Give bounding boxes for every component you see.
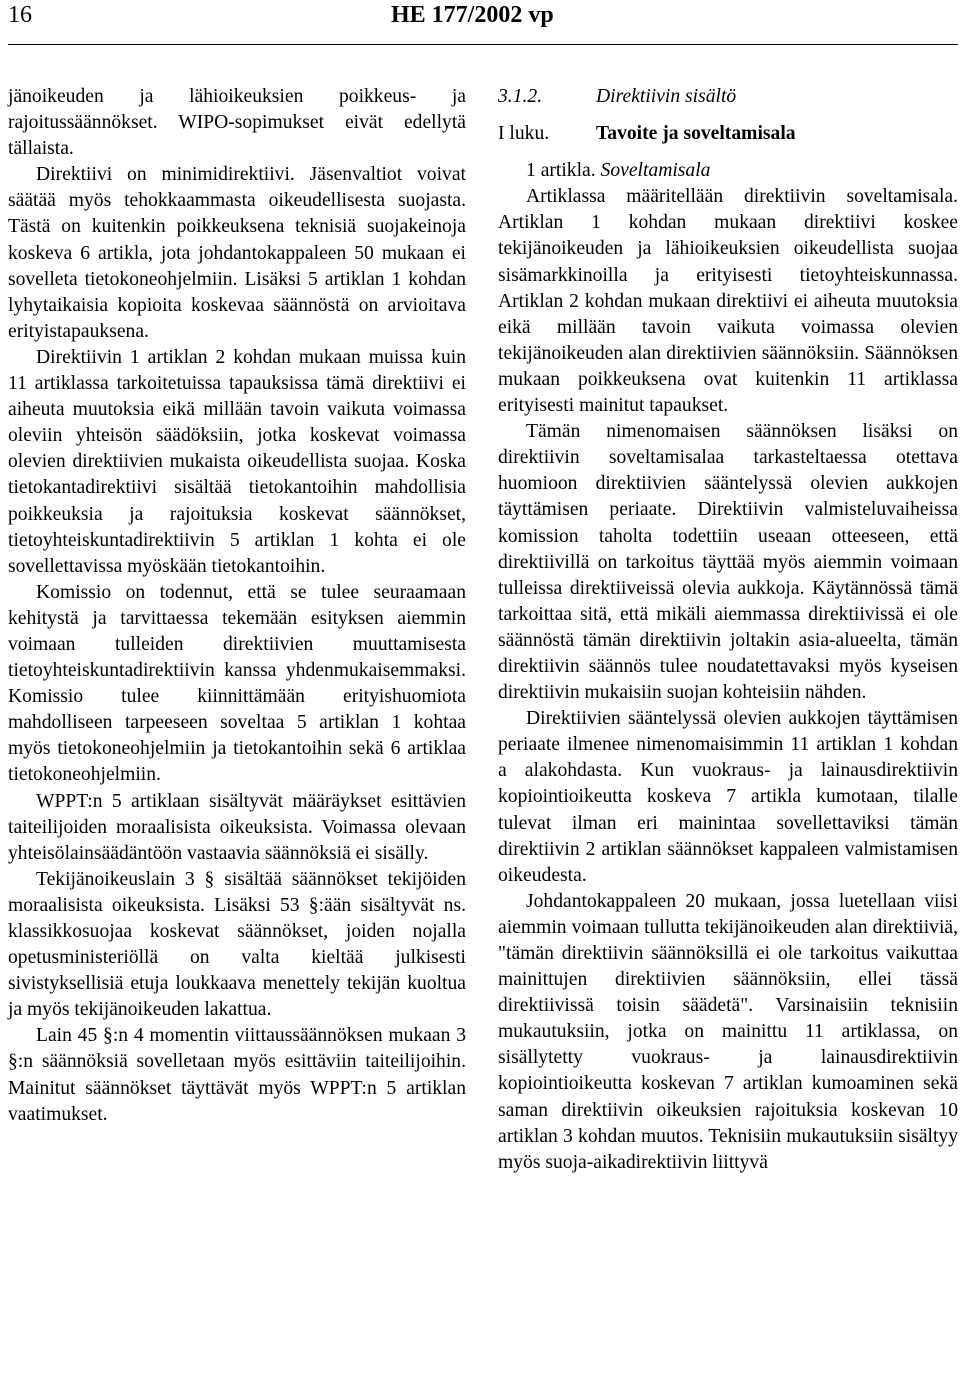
paragraph: Johdantokappaleen 20 mukaan, jossa luetellaan viisi aiemmin voimaan tullutta tekijänoikeuden alan direktiiviä, "tämän direktiivin säännöksillä ei ole tarkoitus vaikuttaa mainittujen direktiivien säännöksiin, ellei tässä direktiivissä toisin säädetä". Varsinaisiin teknisiin mukautuksiin, jotka on mainittu 11 artiklassa, on sisällytetty vuokraus- ja lainausdirektiivin kopiointioikeutta koskevan 7 artiklan kumoaminen sekä saman direktiivin oikeuksien rajoituksia koskevan 10 artiklan 3 kohdan muutos. Teknisiin mukautuksiin sisältyy myös suoja-aikadirektiivin liittyvä [498, 890, 958, 1173]
paragraph: Direktiivien sääntelyssä olevien aukkojen täyttämisen periaate ilmenee nimenomaisimmin 11 artiklan 1 kohdan a alakohdasta. Kun vuokraus- ja lainausdirektiivin kopiointioikeutta koskeva 7 artikla kumotaan, tilalle tulevat ilman eri mainintaa sovellettaviksi tämän direktiivin 2 artiklan säännökset kappaleen valmistamisen oikeudesta. [498, 708, 958, 886]
section-title: Direktiivin sisältö [596, 86, 737, 107]
left-column [8, 84, 466, 1128]
paragraph: Tämän nimenomaisen säännöksen lisäksi on direktiivin soveltamisalaa tarkasteltaessa otettava huomioon direktiivien sääntelyssä olevien aukkojen täyttämisen periaate. Direktiivin valmisteluvaiheissa komission taholta todettiin useaan otteeseen, että direktiivillä on tarkoitus täyttää myös aiemmin voimaan tulleissa direktiiveissä olevia aukkoja. Käytännössä tämä tarkoittaa sitä, että mikäli aiemmassa direktiivissä ei ole säännöstä tämän direktiivin joltakin asia-alueelta, tämän direktiivin säännös tulee noudatettavaksi myös kyseisen direktiivin mukaisiin suojan kohteisiin nähden. [498, 421, 958, 704]
page-number: 16 [8, 2, 32, 28]
paragraph: Direktiivin 1 artiklan 2 kohdan mukaan muissa kuin 11 artiklassa tarkoitetuissa tapauksissa tämä direktiivi ei aiheuta muutoksia eikä millään tavoin vaikuta voimassa oleviin yhteisön säädöksiin, jotka koskevat voimassa olevien direktiivien mukaista oikeudellista suojaa. Koska tietokantadirektiivi sisältää tietokantoihin mahdollisia poikkeuksia ja rajoituksia koskevat säännökset, tietoyhteiskuntadirektiivin 5 artiklan 1 kohta ei ole sovellettavissa myöskään tietokantoihin. [8, 346, 466, 577]
chapter-title: Tavoite ja soveltamisala [596, 123, 796, 145]
paragraph: Lain 45 §:n 4 momentin viittaussäännöksen mukaan 3 §:n säännöksiä sovelletaan myös esittäviin taiteilijoihin. Mainitut säännökset täyttävät myös WPPT:n 5 artiklan vaatimukset. [8, 1025, 466, 1125]
header-rule [8, 44, 958, 45]
paragraph: Direktiivi on minimidirektiivi. Jäsenvaltiot voivat säätää myös tehokkaammasta oikeudellisesta suojasta. Tästä on kuitenkin poikkeuksena teknisiä suojakeinoja koskeva 6 artikla, jota johdantokappaleen 50 mukaan ei sovelleta tietokoneohjelmiin. Lisäksi 5 artiklan 1 kohdan lyhytaikaisia kopioita koskevaa säännöstä on arvioitava erityistapauksena. [8, 164, 466, 342]
article-title: Soveltamisala [600, 160, 711, 182]
section-heading [498, 84, 958, 110]
paragraph: jänoikeuden ja lähioikeuksien poikkeus- ja rajoitussäännökset. WIPO-sopimukset eivät edellytä tällaista. [8, 86, 466, 160]
article-heading [498, 158, 958, 184]
right-column [498, 84, 958, 1176]
document-id: HE 177/2002 vp [391, 2, 554, 28]
article-number: 1 artikla. [526, 160, 596, 182]
paragraph: Artiklassa määritellään direktiivin soveltamisala. Artiklan 1 kohdan mukaan direktiivi koskee tekijänoikeuden ja lähioikeuksien oikeudellista suojaa sisämarkkinoilla ja erityisesti tietoyhteiskunnassa. Artiklan 2 kohdan mukaan direktiivi ei aiheuta muutoksia eikä millään tavoin vaikuta voimassa olevien tekijänoikeuden alan direktiivien säännöksiin. Säännöksen mukaan poikkeuksena ovat kuitenkin 11 artiklassa erityisesti mainitut tapaukset. [498, 186, 958, 417]
chapter-number: I luku. [498, 123, 550, 145]
paragraph: Tekijänoikeuslain 3 § sisältää säännökset tekijöiden moraalisista oikeuksista. Lisäksi 53 §:ään sisältyvät ns. klassikkosuojaa koskevat säännökset, joiden nojalla opetusministeriöllä on valta kieltää julkisesti sivistyksellisiä etuja loukkaava menettely tekijän kuoltua ja myös tekijänoikeuden lakattua. [8, 868, 466, 1021]
section-number: 3.1.2. [498, 86, 543, 107]
paragraph: Komissio on todennut, että se tulee seuraamaan kehitystä ja tarvittaessa tekemään esityksen aiemmin voimaan tulleiden direktiivien muuttamisesta tietoyhteiskuntadirektiivin kanssa yhdenmukaisemmaksi. Komissio tulee kiinnittämään erityishuomiota mahdolliseen tarpeeseen soveltaa 5 artiklan 1 kohtaa myös tietokoneohjelmiin ja tietokantoihin sekä 6 artiklaa tietokoneohjelmiin. [8, 581, 466, 786]
chapter-heading [498, 121, 958, 147]
page-header [8, 2, 958, 36]
paragraph: WPPT:n 5 artiklaan sisältyvät määräykset esittävien taiteilijoiden moraalisista oikeuksista. Voimassa olevaan yhteisölainsäädäntöön vastaavia säännöksiä ei sisälly. [8, 790, 466, 864]
